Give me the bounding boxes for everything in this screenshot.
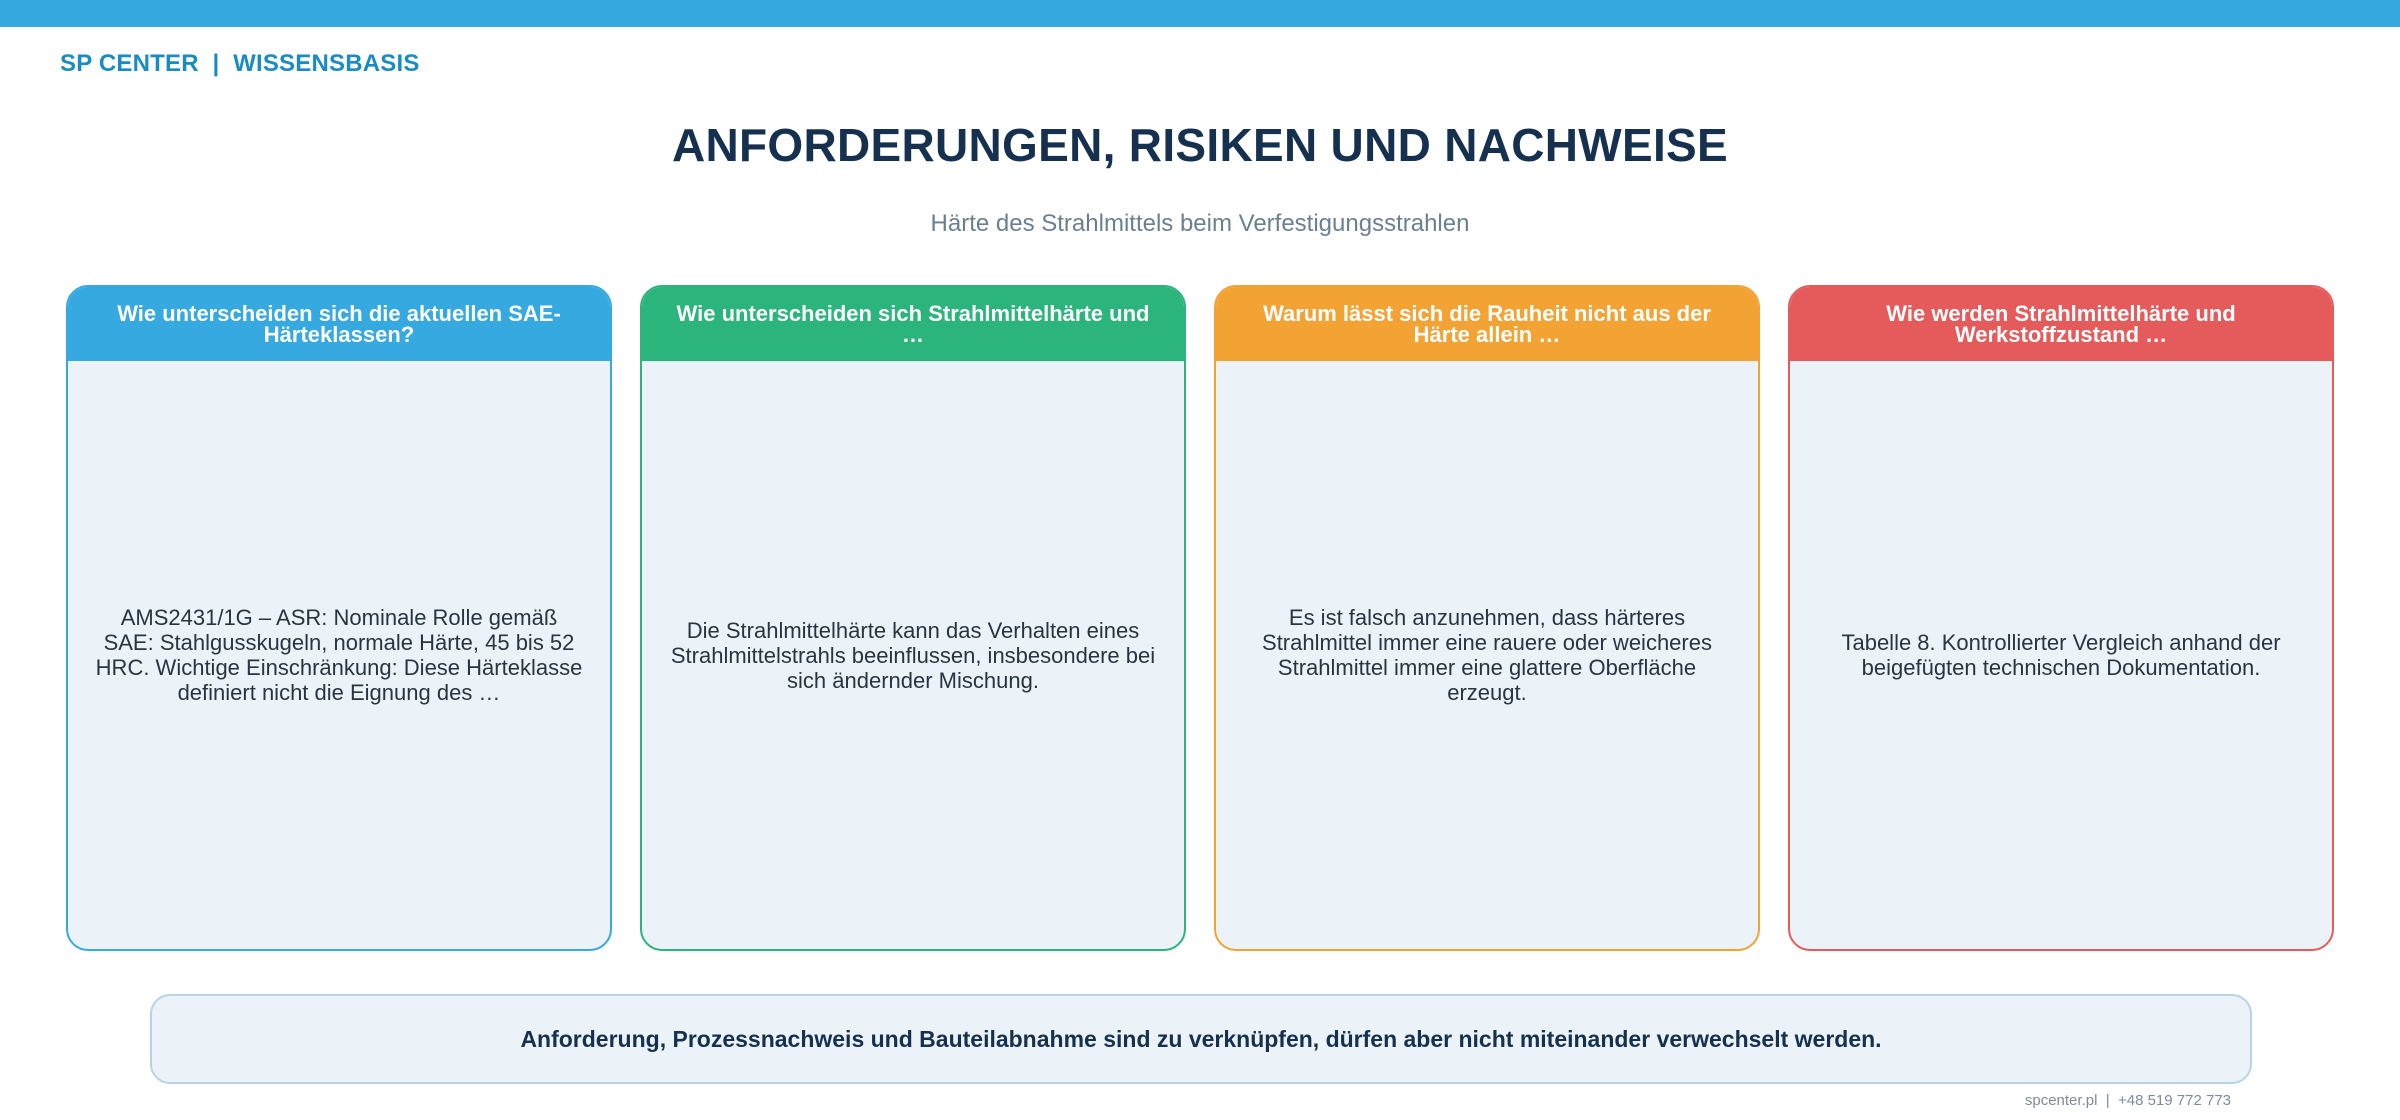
card-body: Es ist falsch anzunehmen, dass härteres Strahlmittel immer eine rauere oder weicheres Strahlmittel immer eine glattere Oberfläche erzeugt.: [1262, 605, 1712, 705]
card-material-state: [1788, 285, 2334, 951]
card-header: Wie unterscheiden sich die aktuellen SAE-Härteklassen?: [68, 287, 610, 361]
card-body: AMS2431/1G – ASR: Nominale Rolle gemäß SAE: Stahlgusskugeln, normale Härte, 45 bis 52 HRC. Wichtige Einschränkung: Diese Härteklasse definiert nicht die Eignung des …: [95, 605, 583, 705]
brand-label: SP CENTER | WISSENSBASIS: [60, 50, 420, 77]
top-accent-bar: [0, 0, 2400, 27]
page-subtitle: Härte des Strahlmittels beim Verfestigungsstrahlen: [930, 210, 1470, 237]
page-title: ANFORDERUNGEN, RISIKEN UND NACHWEISE: [671, 119, 1729, 171]
card-sae-classes: [66, 285, 612, 951]
footer-contact: spcenter.pl | +48 519 772 773: [2024, 1092, 2231, 1109]
card-body: Die Strahlmittelhärte kann das Verhalten eines Strahlmittelstrahls beeinflussen, insbesondere bei sich ändernder Mischung.: [670, 617, 1156, 693]
summary-note: Anforderung, Prozessnachweis und Bauteilabnahme sind zu verknüpfen, dürfen aber nicht miteinander verwechselt werden.: [150, 994, 2252, 1084]
card-hardness-difference: [640, 285, 1186, 951]
card-header: Warum lässt sich die Rauheit nicht aus der Härte allein …: [1216, 287, 1758, 361]
card-header: Wie unterscheiden sich Strahlmittelhärte und …: [642, 287, 1184, 361]
card-roughness: [1214, 285, 1760, 951]
card-body: Tabelle 8. Kontrollierter Vergleich anhand der beigefügten technischen Dokumentation.: [1841, 630, 2281, 680]
card-row: [66, 285, 2334, 951]
card-header: Wie werden Strahlmittelhärte und Werkstoffzustand …: [1790, 287, 2332, 361]
